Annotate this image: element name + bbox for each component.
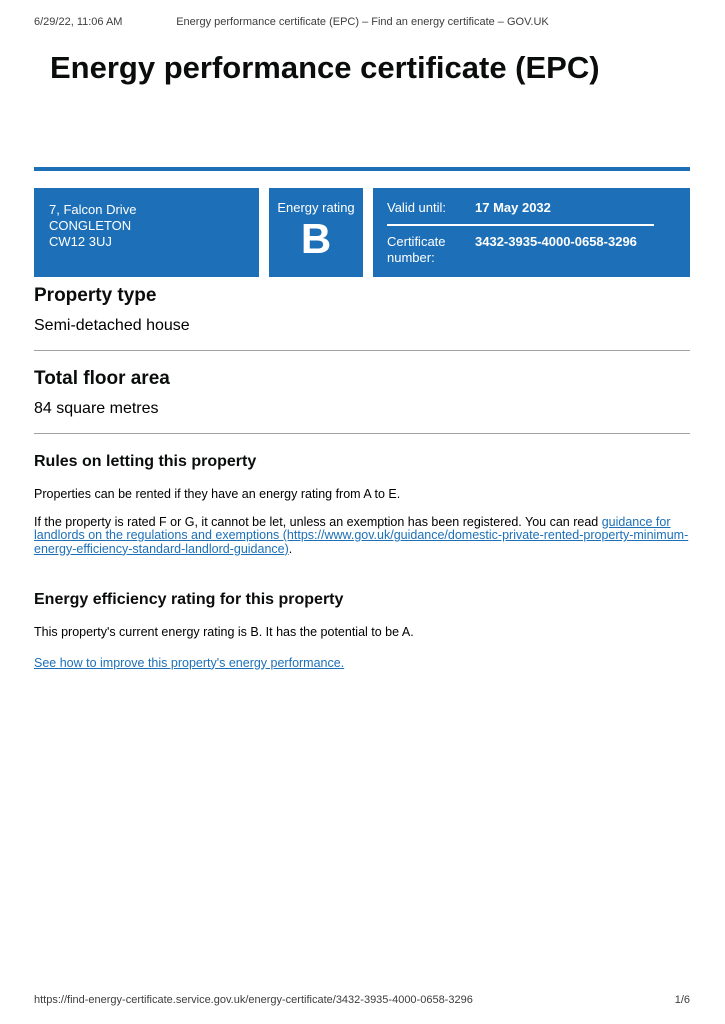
address-line-3: CW12 3UJ <box>49 234 112 249</box>
landlord-guidance-link[interactable]: guidance for landlords on the regulations and exemptions (https://www.gov.uk/guidance/domestic-private-rented-property-minimum-energy-efficiency-standard-landlord-guidance) <box>34 514 689 556</box>
floor-area-heading: Total floor area <box>34 368 170 389</box>
valid-until-label: Valid until: <box>387 200 447 215</box>
footer-page-number: 1/6 <box>674 994 690 1006</box>
footer-url: https://find-energy-certificate.service.gov.uk/energy-certificate/3432-3935-4000-0658-3296 <box>34 994 473 1006</box>
page-title: Energy performance certificate (EPC) <box>50 50 600 85</box>
print-footer <box>34 994 690 1006</box>
title-rule <box>34 167 690 171</box>
summary-divider-2 <box>34 433 690 434</box>
address-line-2: CONGLETON <box>49 218 132 233</box>
letting-rules-section <box>34 452 690 556</box>
certificate-number-value: 3432-3935-4000-0658-3296 <box>475 234 637 249</box>
summary-divider <box>34 350 690 351</box>
certificate-summary-banner <box>34 188 690 277</box>
improve-performance-link[interactable]: See how to improve this property's energy performance. <box>34 655 345 670</box>
certificate-number-row <box>387 234 676 266</box>
property-type-value: Semi-detached house <box>34 317 190 334</box>
letting-rules-paragraph-2 <box>34 516 690 557</box>
print-header <box>0 16 725 30</box>
improve-performance-line <box>34 657 690 671</box>
valid-until-value: 17 May 2032 <box>475 200 551 215</box>
property-summary-list <box>34 284 690 450</box>
energy-rating-label: Energy rating <box>277 200 355 215</box>
energy-rating-value: B <box>300 215 332 262</box>
floor-area-value: 84 square metres <box>34 400 159 417</box>
validity-box <box>373 188 690 277</box>
paragraph-2-suffix: . <box>288 541 293 556</box>
property-type-heading: Property type <box>34 285 157 306</box>
property-address-box <box>34 188 259 277</box>
letting-rules-paragraph-1: Properties can be rented if they have an energy rating from A to E. <box>34 487 401 501</box>
validity-divider <box>387 224 654 226</box>
paragraph-2-prefix: If the property is rated F or G, it cannot be let, unless an exemption has been registered. You can read <box>34 514 602 529</box>
address-line-1: 7, Falcon Drive <box>49 202 137 217</box>
letting-rules-heading: Rules on letting this property <box>34 453 257 470</box>
energy-efficiency-heading: Energy efficiency rating for this property <box>34 591 344 608</box>
certificate-number-label: Certificate number: <box>387 234 446 265</box>
energy-efficiency-paragraph: This property's current energy rating is B. It has the potential to be A. <box>34 625 414 639</box>
energy-efficiency-section <box>34 590 690 670</box>
print-datetime: 6/29/22, 11:06 AM <box>34 16 123 28</box>
print-doc-title: Energy performance certificate (EPC) – Find an energy certificate – GOV.UK <box>176 16 549 28</box>
valid-until-row <box>387 200 676 216</box>
energy-rating-box <box>269 188 363 277</box>
